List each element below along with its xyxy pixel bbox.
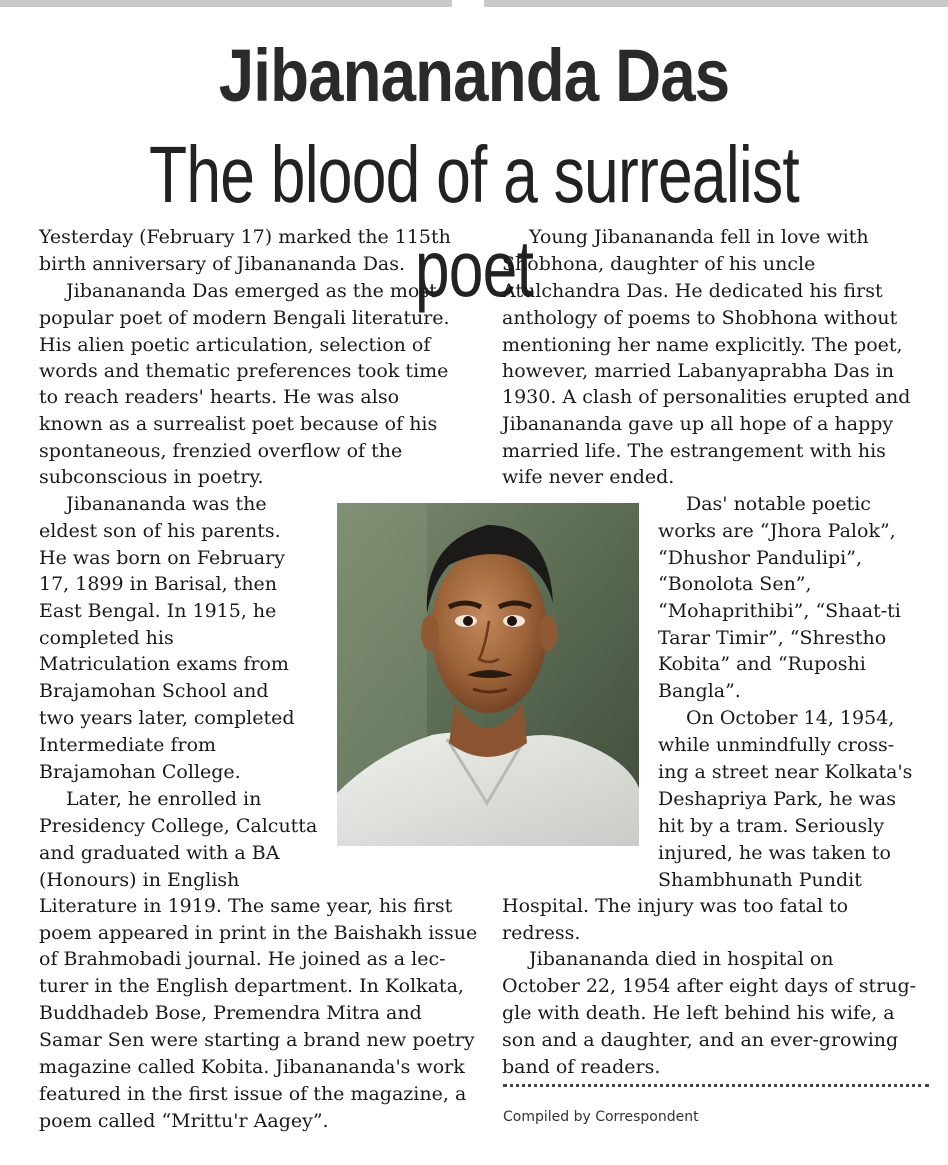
body-text-line: words and thematic preferences took time <box>39 360 449 382</box>
body-text-line: His alien poetic articulation, selection of <box>39 334 431 356</box>
body-text-line: 1930. A clash of personalities erupted and <box>502 386 911 408</box>
body-text-line: eldest son of his parents. <box>39 520 281 542</box>
body-text-line: (Honours) in English <box>39 869 240 891</box>
body-text-line: and graduated with a BA <box>39 842 280 864</box>
body-text-line: Tarar Timir”, “Shrestho <box>658 627 887 649</box>
body-text-line: Buddhadeb Bose, Premendra Mitra and <box>39 1002 422 1024</box>
body-text-line: poem appeared in print in the Baishakh issue <box>39 922 478 944</box>
body-text-line: spontaneous, frenzied overflow of the <box>39 440 403 462</box>
body-text-line: Young Jibanananda fell in love with <box>529 226 869 248</box>
body-text-line: Bangla”. <box>658 680 741 702</box>
body-text-line: Jibanananda Das emerged as the most <box>66 280 437 302</box>
body-text-line: Jibanananda died in hospital on <box>529 948 834 970</box>
body-text-line: On October 14, 1954, <box>686 707 895 729</box>
body-text-line: son and a daughter, and an ever-growing <box>502 1029 899 1051</box>
body-text-line: October 22, 1954 after eight days of strug- <box>502 975 917 997</box>
subheadline: The blood of a surrealist poet <box>149 130 799 313</box>
body-text-line: Intermediate from <box>39 734 217 756</box>
body-text-line: wife never ended. <box>502 466 675 488</box>
body-text-line: Atulchandra Das. He dedicated his first <box>502 280 883 302</box>
body-text-line: Brajamohan School and <box>39 680 269 702</box>
top-rule-right <box>484 0 948 7</box>
body-text-line: injured, he was taken to <box>658 842 891 864</box>
body-text-line: He was born on February <box>39 547 285 569</box>
portrait-photo <box>337 503 639 846</box>
body-text-line: Jibanananda was the <box>66 493 267 515</box>
body-text-line: married life. The estrangement with his <box>502 440 886 462</box>
body-text-line: “Mohaprithibi”, “Shaat-ti <box>658 600 901 622</box>
body-text-line: magazine called Kobita. Jibanananda's work <box>39 1056 465 1078</box>
body-text-line: East Bengal. In 1915, he <box>39 600 277 622</box>
body-text-line: redress. <box>502 922 581 944</box>
body-text-line: Literature in 1919. The same year, his first <box>39 895 453 917</box>
headline: Jibanananda Das <box>218 34 730 117</box>
body-text-line: of Brahmobadi journal. He joined as a lec- <box>39 948 446 970</box>
body-text-line: gle with death. He left behind his wife, a <box>502 1002 895 1024</box>
body-text-line: Jibanananda gave up all hope of a happy <box>502 413 894 435</box>
body-text-line: Kobita” and “Ruposhi <box>658 653 866 675</box>
body-text-line: while unmindfully cross- <box>658 734 895 756</box>
body-text-line: “Bonolota Sen”, <box>658 573 812 595</box>
body-text-line: ing a street near Kolkata's <box>658 761 913 783</box>
body-text-line: Das' notable poetic <box>686 493 871 515</box>
body-text-line: Samar Sen were starting a brand new poetry <box>39 1029 475 1051</box>
body-text-line: birth anniversary of Jibanananda Das. <box>39 253 406 275</box>
body-text-line: hit by a tram. Seriously <box>658 815 885 837</box>
body-text-line: popular poet of modern Bengali literature. <box>39 307 450 329</box>
body-text-line: Hospital. The injury was too fatal to <box>502 895 849 917</box>
body-text-line: featured in the first issue of the magazine, a <box>39 1083 467 1105</box>
body-text-line: turer in the English department. In Kolkata, <box>39 975 464 997</box>
body-text-line: Deshapriya Park, he was <box>658 788 897 810</box>
body-text-line: Matriculation exams from <box>39 653 289 675</box>
body-text-line: two years later, completed <box>39 707 295 729</box>
body-text-line: Brajamohan College. <box>39 761 241 783</box>
body-text-line: however, married Labanyaprabha Das in <box>502 360 895 382</box>
body-text-line: poem called “Mrittu'r Aagey”. <box>39 1110 329 1132</box>
body-text-line: Shobhona, daughter of his uncle <box>502 253 816 275</box>
body-text-line: subconscious in poetry. <box>39 466 264 488</box>
body-text-line: mentioning her name explicitly. The poet, <box>502 334 903 356</box>
body-text-line: works are “Jhora Palok”, <box>658 520 896 542</box>
dotted-divider <box>503 1084 929 1087</box>
body-text-line: to reach readers' hearts. He was also <box>39 386 400 408</box>
body-text-line: “Dhushor Pandulipi”, <box>658 547 863 569</box>
top-rule-left <box>0 0 452 7</box>
body-text-line: 17, 1899 in Barisal, then <box>39 573 278 595</box>
body-text-line: Presidency College, Calcutta <box>39 815 318 837</box>
body-text-line: Yesterday (February 17) marked the 115th <box>39 226 451 248</box>
body-text-line: Shambhunath Pundit <box>658 869 862 891</box>
body-text-line: Later, he enrolled in <box>66 788 262 810</box>
body-text-line: completed his <box>39 627 174 649</box>
body-text-line: known as a surrealist poet because of his <box>39 413 438 435</box>
byline-credit: Compiled by Correspondent <box>503 1109 699 1125</box>
body-text-line: anthology of poems to Shobhona without <box>502 307 898 329</box>
body-text-line: band of readers. <box>502 1056 661 1078</box>
